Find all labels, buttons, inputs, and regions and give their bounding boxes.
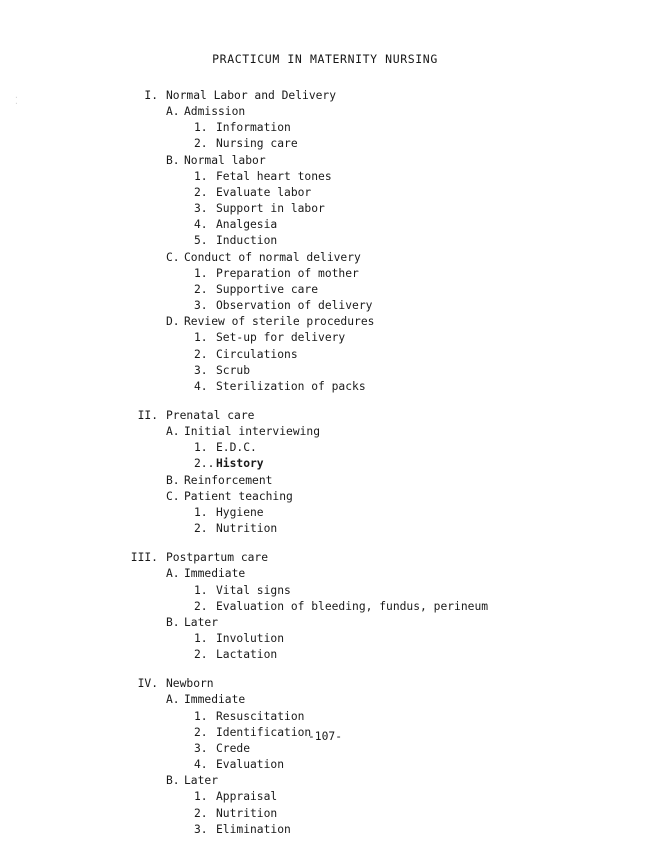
outline-item-label: Later [184, 615, 219, 629]
outline-item-level-2 [120, 773, 620, 789]
outline-section [120, 676, 620, 838]
outline-item-level-3 [120, 440, 620, 456]
outline-item-marker: 3. [194, 822, 208, 836]
outline-item-marker: 2. [194, 648, 208, 662]
outline-item-level-3 [120, 741, 620, 757]
margin-mark [14, 93, 28, 108]
outline-item-label: E.D.C. [216, 441, 257, 455]
outline-item-level-3 [120, 363, 620, 379]
outline-item-marker: 3. [194, 202, 208, 216]
outline-item-level-3 [120, 709, 620, 725]
outline-item-label: Information [216, 121, 291, 135]
outline-item-label: Evaluation [216, 758, 285, 772]
outline-item-marker: 2. [194, 185, 208, 199]
outline-item-level-3 [120, 583, 620, 599]
outline-item-level-2 [120, 566, 620, 582]
outline-item-label: Sterilization of packs [216, 379, 366, 393]
outline-item-label: Normal labor [184, 153, 266, 167]
outline-item-level-2 [120, 692, 620, 708]
outline-item-level-2 [120, 424, 620, 440]
outline-item-level-3 [120, 379, 620, 395]
outline-item-marker: C. [166, 250, 180, 264]
outline-item-label: Later [184, 774, 219, 788]
outline-item-level-3 [120, 282, 620, 298]
outline-item-marker: B. [166, 473, 180, 487]
outline-item-label: Nursing care [216, 137, 298, 151]
outline-item-level-3 [120, 169, 620, 185]
outline-item-label: Prenatal care [166, 408, 255, 422]
outline-item-marker: 4. [194, 218, 208, 232]
outline-item-level-2 [120, 153, 620, 169]
outline-item-level-3 [120, 456, 620, 472]
outline-item-label: Nutrition [216, 806, 278, 820]
outline-item-label: Lactation [216, 648, 278, 662]
outline-item-marker: A. [166, 693, 180, 707]
outline-item-label: History [216, 457, 264, 471]
outline-item-level-1 [120, 408, 620, 424]
outline-item-level-2 [120, 250, 620, 266]
outline-item-marker: 2. [194, 347, 208, 361]
outline-item-label: Circulations [216, 347, 298, 361]
outline-item-label: Normal Labor and Delivery [166, 89, 337, 102]
outline-item-marker: B. [166, 153, 180, 167]
outline-item-label: Observation of delivery [216, 299, 373, 313]
outline-item-label: Initial interviewing [184, 425, 321, 439]
outline-item-label: Elimination [216, 822, 291, 836]
outline-item-marker: III. [130, 551, 158, 565]
outline-item-marker: 2. [194, 282, 208, 296]
outline-item-label: Appraisal [216, 790, 278, 804]
outline-item-marker: 1. [194, 709, 208, 723]
outline-section [120, 408, 620, 537]
outline-item-label: Crede [216, 741, 251, 755]
outline-item-level-3 [120, 136, 620, 152]
outline-item-marker: 3. [194, 363, 208, 377]
outline-item-label: Analgesia [216, 218, 278, 232]
outline-item-level-2 [120, 314, 620, 330]
outline-item-marker: 1. [194, 790, 208, 804]
outline-item-marker: 1. [194, 169, 208, 183]
outline-item-label: Conduct of normal delivery [184, 250, 361, 264]
outline-item-marker: IV. [137, 677, 158, 691]
outline-item-marker: II. [137, 408, 158, 422]
outline-item-level-3 [120, 185, 620, 201]
outline-item-marker: C. [166, 489, 180, 503]
outline-item-label: Immediate [184, 693, 246, 707]
outline-item-label: Involution [216, 632, 285, 645]
outline-item-level-3 [120, 505, 620, 521]
outline-item-label: Induction [216, 234, 278, 248]
outline-item-marker: 1. [194, 632, 208, 645]
outline-item-label: Patient teaching [184, 489, 293, 503]
outline-item-label: Postpartum care [166, 551, 269, 565]
outline-item-marker: B. [166, 615, 180, 629]
outline-item-label: Newborn [166, 677, 214, 691]
outline-item-label: Vital signs [216, 583, 291, 597]
outline-item-level-3 [120, 631, 620, 647]
outline-item-label: Nutrition [216, 522, 278, 536]
outline-item-label: Hygiene [216, 505, 264, 519]
outline-item-label: Preparation of mother [216, 266, 359, 280]
page-title: PRACTICUM IN MATERNITY NURSING [212, 52, 438, 66]
outline-item-marker: B. [166, 774, 180, 788]
outline-item-marker: 2.. [194, 457, 215, 471]
outline-item-level-3 [120, 330, 620, 346]
outline-item-marker: D. [166, 315, 180, 329]
outline-item-label: Evaluation of bleeding, fundus, perineum [216, 599, 489, 613]
outline-item-marker: 4. [194, 379, 208, 393]
outline-item-label: Set-up for delivery [216, 331, 346, 345]
outline-item-label: Supportive care [216, 282, 319, 296]
outline-item-level-3 [120, 822, 620, 838]
outline-section [120, 88, 620, 395]
outline-item-label: Admission [184, 105, 246, 119]
outline-item-level-1 [120, 88, 620, 104]
outline-item-label: Reinforcement [184, 473, 273, 487]
outline-item-marker: A. [166, 425, 180, 439]
outline-item-label: Fetal heart tones [216, 169, 332, 183]
outline-item-marker: A. [166, 567, 180, 581]
outline-item-level-3 [120, 347, 620, 363]
outline-item-level-2 [120, 473, 620, 489]
outline-item-level-2 [120, 104, 620, 120]
outline-item-level-3 [120, 757, 620, 773]
outline-item-marker: 1. [194, 441, 208, 455]
margin-mark-text: · · [14, 93, 19, 108]
outline-item-level-3 [120, 217, 620, 233]
outline-item-marker: 1. [194, 331, 208, 345]
outline-item-marker: I. [144, 89, 158, 102]
outline-item-marker: 3. [194, 741, 208, 755]
outline-item-level-3 [120, 120, 620, 136]
outline-item-marker: 4. [194, 758, 208, 772]
outline-item-marker: 1. [194, 505, 208, 519]
outline-item-level-1 [120, 550, 620, 566]
outline-item-level-3 [120, 647, 620, 663]
outline-item-marker: 2. [194, 806, 208, 820]
page-number: -107- [307, 730, 342, 743]
outline-item-level-3 [120, 233, 620, 249]
outline-item-level-3 [120, 201, 620, 217]
outline-item-marker: 2. [194, 137, 208, 151]
outline-list [120, 88, 620, 838]
outline-item-label: Support in labor [216, 202, 325, 216]
outline-section [120, 550, 620, 663]
outline-item-marker: 5. [194, 234, 208, 248]
outline-item-label: Identification [216, 725, 312, 739]
outline-item-marker: 1. [194, 266, 208, 280]
outline-item-marker: 1. [194, 121, 208, 135]
outline-item-level-3 [120, 521, 620, 537]
outline-item-label: Resuscitation [216, 709, 305, 723]
outline-item-level-3 [120, 806, 620, 822]
outline-item-level-3 [120, 789, 620, 805]
outline-item-label: Review of sterile procedures [184, 315, 375, 329]
outline-item-level-3 [120, 599, 620, 615]
outline-item-marker: 1. [194, 583, 208, 597]
outline-item-label: Scrub [216, 363, 251, 377]
outline-item-marker: A. [166, 105, 180, 119]
outline-item-level-3 [120, 266, 620, 282]
outline-item-label: Immediate [184, 567, 246, 581]
outline-item-level-2 [120, 615, 620, 631]
outline-item-level-3 [120, 298, 620, 314]
outline-item-marker: 2. [194, 725, 208, 739]
outline-item-label: Evaluate labor [216, 185, 312, 199]
outline-item-marker: 2. [194, 599, 208, 613]
outline-item-marker: 3. [194, 299, 208, 313]
outline-item-level-1 [120, 676, 620, 692]
outline-item-level-2 [120, 489, 620, 505]
outline-item-marker: 2. [194, 522, 208, 536]
